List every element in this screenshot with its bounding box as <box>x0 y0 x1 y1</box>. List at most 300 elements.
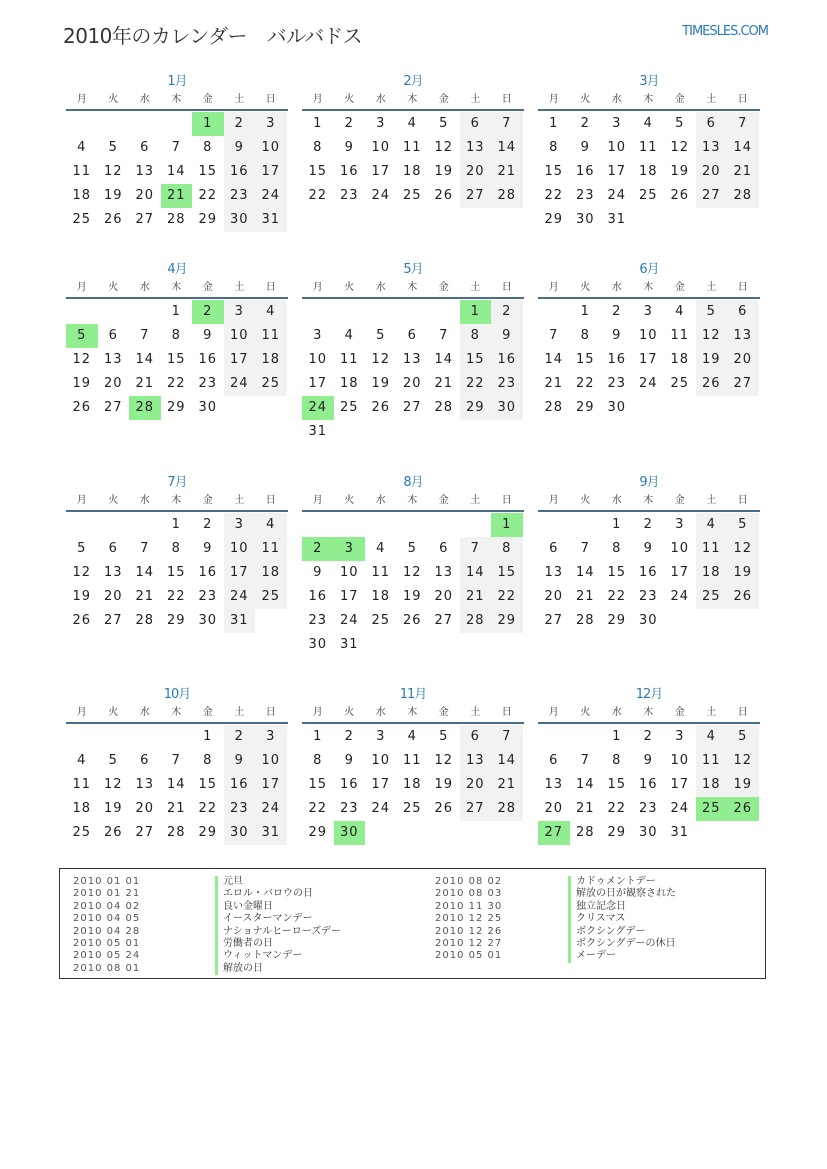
day-cell: 5 <box>77 541 87 556</box>
day-cell: 8 <box>491 537 523 561</box>
empty-cell <box>538 300 570 324</box>
day-cell: 27 <box>402 400 422 415</box>
day-cell: 3 <box>643 304 653 319</box>
weekday-label: 木 <box>643 495 654 506</box>
month-name: 11月 <box>399 687 427 702</box>
day-cell: 19 <box>402 589 422 604</box>
legend-dates-left <box>73 876 140 975</box>
day-cell: 29 <box>460 396 492 420</box>
weekday-label: 月 <box>76 707 87 718</box>
day-cell: 17 <box>224 348 256 372</box>
day-cell: 6 <box>140 753 150 768</box>
day-cell: 6 <box>108 541 118 556</box>
day-cell: 9 <box>344 140 354 155</box>
day-cell: 7 <box>171 140 181 155</box>
day-cell: 12 <box>371 352 391 367</box>
day-cell: 29 <box>575 400 595 415</box>
legend-names-right <box>568 876 676 963</box>
day-grid <box>302 299 524 444</box>
weekday-label: 金 <box>674 282 685 293</box>
day-cell: 9 <box>313 565 323 580</box>
day-grid <box>538 299 760 420</box>
weekday-label: 月 <box>76 94 87 105</box>
day-cell: 6 <box>549 753 559 768</box>
day-cell: 10 <box>255 749 287 773</box>
day-cell: 5 <box>108 753 118 768</box>
weekday-label: 木 <box>407 495 418 506</box>
legend-holiday-name: ボクシングデーの休日 <box>568 938 676 950</box>
weekday-label: 土 <box>706 495 717 506</box>
month-name: 10月 <box>163 687 191 702</box>
day-cell: 22 <box>308 801 328 816</box>
weekday-label: 日 <box>737 282 748 293</box>
holiday-day-cell: 24 <box>302 396 334 420</box>
month-block <box>302 686 524 845</box>
day-cell: 1 <box>171 304 181 319</box>
day-cell: 13 <box>544 565 564 580</box>
day-cell: 16 <box>198 352 218 367</box>
weekday-label: 火 <box>580 282 591 293</box>
day-cell: 31 <box>255 821 287 845</box>
weekday-label: 金 <box>674 495 685 506</box>
legend-date: 2010 04 05 <box>73 913 141 925</box>
day-cell: 17 <box>670 565 690 580</box>
day-cell: 7 <box>460 537 492 561</box>
day-cell: 2 <box>224 725 256 749</box>
month-name: 6月 <box>639 262 659 277</box>
weekday-label: 土 <box>470 707 481 718</box>
holiday-day-cell: 30 <box>334 821 366 845</box>
empty-cell <box>334 300 366 324</box>
weekday-label: 日 <box>737 94 748 105</box>
day-cell: 2 <box>643 517 653 532</box>
month-block <box>302 73 524 208</box>
weekday-label: 水 <box>139 495 150 506</box>
day-cell: 30 <box>198 400 218 415</box>
day-cell: 27 <box>434 613 454 628</box>
legend-date: 2010 05 24 <box>73 950 141 962</box>
day-cell: 6 <box>696 112 728 136</box>
legend-dates-right <box>435 876 502 963</box>
legend-holiday-name: 解放の日が観察された <box>568 888 676 900</box>
empty-cell <box>302 300 334 324</box>
day-cell: 9 <box>491 324 523 348</box>
day-cell: 11 <box>255 537 287 561</box>
legend-holiday-name: メーデー <box>568 950 676 962</box>
day-cell: 12 <box>402 565 422 580</box>
day-cell: 1 <box>171 517 181 532</box>
day-cell: 8 <box>313 753 323 768</box>
day-cell: 26 <box>670 188 690 203</box>
weekday-label: 金 <box>674 707 685 718</box>
day-cell: 21 <box>575 801 595 816</box>
day-cell: 29 <box>166 400 186 415</box>
empty-cell <box>98 725 130 749</box>
day-cell: 3 <box>612 116 622 131</box>
day-cell: 10 <box>308 352 328 367</box>
day-cell: 3 <box>255 725 287 749</box>
day-cell: 10 <box>607 140 627 155</box>
day-cell: 14 <box>575 777 595 792</box>
day-cell: 22 <box>166 589 186 604</box>
empty-cell <box>129 300 161 324</box>
day-cell: 29 <box>607 825 627 840</box>
day-cell: 7 <box>491 725 523 749</box>
day-cell: 15 <box>308 777 328 792</box>
weekday-label: 火 <box>580 94 591 105</box>
day-cell: 1 <box>313 729 323 744</box>
weekday-header <box>66 704 288 724</box>
weekday-label: 火 <box>344 707 355 718</box>
weekday-header <box>538 279 760 299</box>
month-name: 7月 <box>167 475 187 490</box>
day-cell: 19 <box>103 801 123 816</box>
day-cell: 5 <box>376 328 386 343</box>
day-cell: 5 <box>675 116 685 131</box>
day-cell: 25 <box>255 372 287 396</box>
empty-cell <box>129 513 161 537</box>
weekday-label: 水 <box>375 707 386 718</box>
day-cell: 6 <box>108 328 118 343</box>
day-cell: 2 <box>580 116 590 131</box>
day-cell: 4 <box>696 513 728 537</box>
weekday-label: 月 <box>312 94 323 105</box>
weekday-label: 木 <box>171 495 182 506</box>
day-grid <box>66 299 288 420</box>
legend-holiday-name: 元旦 <box>215 876 341 888</box>
day-cell: 20 <box>696 160 728 184</box>
day-cell: 18 <box>339 376 359 391</box>
legend-holiday-name: クリスマス <box>568 913 676 925</box>
day-cell: 28 <box>544 400 564 415</box>
weekday-label: 日 <box>265 94 276 105</box>
day-cell: 15 <box>308 164 328 179</box>
day-cell: 6 <box>460 112 492 136</box>
day-cell: 4 <box>77 140 87 155</box>
day-cell: 22 <box>460 372 492 396</box>
day-cell: 8 <box>460 324 492 348</box>
day-cell: 23 <box>198 589 218 604</box>
day-cell: 7 <box>140 541 150 556</box>
day-cell: 13 <box>460 136 492 160</box>
day-cell: 1 <box>313 116 323 131</box>
day-cell: 10 <box>339 565 359 580</box>
day-cell: 11 <box>339 352 359 367</box>
day-cell: 1 <box>580 304 590 319</box>
day-cell: 17 <box>607 164 627 179</box>
day-cell: 12 <box>727 537 759 561</box>
day-cell: 16 <box>198 565 218 580</box>
day-cell: 24 <box>607 188 627 203</box>
day-cell: 13 <box>696 136 728 160</box>
day-cell: 16 <box>339 777 359 792</box>
day-cell: 27 <box>544 613 564 628</box>
day-cell: 19 <box>434 164 454 179</box>
day-cell: 25 <box>371 613 391 628</box>
day-cell: 16 <box>339 164 359 179</box>
legend-holiday-name: カドゥメントデー <box>568 876 676 888</box>
day-cell: 4 <box>255 513 287 537</box>
weekday-label: 月 <box>312 282 323 293</box>
holiday-legend <box>59 868 766 979</box>
site-link[interactable]: TIMESLES.COM <box>682 24 768 39</box>
weekday-label: 火 <box>108 707 119 718</box>
month-block <box>66 474 288 633</box>
day-grid <box>66 724 288 845</box>
day-cell: 12 <box>434 753 454 768</box>
day-cell: 11 <box>72 164 92 179</box>
day-cell: 12 <box>434 140 454 155</box>
weekday-label: 火 <box>580 707 591 718</box>
weekday-label: 木 <box>171 282 182 293</box>
holiday-day-cell: 21 <box>161 184 193 208</box>
month-block <box>66 73 288 232</box>
day-cell: 1 <box>612 517 622 532</box>
day-cell: 18 <box>696 561 728 585</box>
day-cell: 6 <box>140 140 150 155</box>
legend-holiday-name: ナショナルヒーローズデー <box>215 926 341 938</box>
day-cell: 23 <box>638 589 658 604</box>
day-cell: 29 <box>308 825 328 840</box>
day-cell: 9 <box>643 753 653 768</box>
day-cell: 23 <box>224 797 256 821</box>
holiday-day-cell: 2 <box>302 537 334 561</box>
day-cell: 14 <box>460 561 492 585</box>
weekday-label: 日 <box>737 495 748 506</box>
weekday-label: 火 <box>344 495 355 506</box>
weekday-header <box>302 91 524 111</box>
weekday-header <box>538 704 760 724</box>
day-cell: 22 <box>198 801 218 816</box>
page-title: 2010年のカレンダー バルバドス <box>63 24 363 48</box>
day-cell: 4 <box>643 116 653 131</box>
weekday-label: 金 <box>438 707 449 718</box>
day-cell: 28 <box>491 184 523 208</box>
day-cell: 21 <box>135 589 155 604</box>
day-cell: 19 <box>103 188 123 203</box>
legend-date: 2010 01 01 <box>73 876 141 887</box>
month-block <box>538 686 760 845</box>
day-cell: 15 <box>607 777 627 792</box>
day-cell: 13 <box>135 777 155 792</box>
weekday-label: 水 <box>611 707 622 718</box>
day-cell: 15 <box>544 164 564 179</box>
month-name: 3月 <box>639 74 659 89</box>
month-block <box>538 73 760 232</box>
day-cell: 1 <box>612 729 622 744</box>
day-cell: 13 <box>402 352 422 367</box>
day-cell: 19 <box>670 164 690 179</box>
day-cell: 17 <box>308 376 328 391</box>
day-cell: 25 <box>402 188 422 203</box>
weekday-label: 木 <box>171 94 182 105</box>
day-cell: 11 <box>696 537 728 561</box>
day-cell: 26 <box>103 212 123 227</box>
day-cell: 8 <box>171 541 181 556</box>
day-cell: 25 <box>72 825 92 840</box>
weekday-label: 金 <box>202 94 213 105</box>
day-cell: 9 <box>224 136 256 160</box>
day-cell: 15 <box>575 352 595 367</box>
day-cell: 28 <box>434 400 454 415</box>
day-cell: 11 <box>638 140 658 155</box>
day-cell: 31 <box>339 637 359 652</box>
weekday-label: 水 <box>375 282 386 293</box>
weekday-header <box>302 279 524 299</box>
day-cell: 17 <box>255 160 287 184</box>
weekday-label: 土 <box>234 94 245 105</box>
weekday-label: 木 <box>407 94 418 105</box>
day-grid <box>538 724 760 845</box>
day-cell: 14 <box>491 749 523 773</box>
day-cell: 5 <box>407 541 417 556</box>
day-cell: 27 <box>103 400 123 415</box>
day-cell: 3 <box>313 328 323 343</box>
day-cell: 21 <box>491 160 523 184</box>
day-cell: 27 <box>103 613 123 628</box>
holiday-day-cell: 27 <box>538 821 570 845</box>
day-cell: 7 <box>140 328 150 343</box>
weekday-label: 土 <box>470 282 481 293</box>
day-cell: 11 <box>402 753 422 768</box>
day-cell: 2 <box>203 517 213 532</box>
day-cell: 24 <box>255 797 287 821</box>
day-cell: 24 <box>371 801 391 816</box>
legend-date: 2010 12 27 <box>435 937 503 949</box>
day-cell: 13 <box>103 352 123 367</box>
weekday-label: 火 <box>108 282 119 293</box>
day-cell: 25 <box>255 585 287 609</box>
day-cell: 7 <box>439 328 449 343</box>
day-cell: 26 <box>434 801 454 816</box>
weekday-header <box>302 492 524 512</box>
weekday-label: 日 <box>501 94 512 105</box>
day-cell: 18 <box>255 561 287 585</box>
weekday-label: 日 <box>265 282 276 293</box>
day-cell: 30 <box>224 821 256 845</box>
day-cell: 26 <box>72 613 92 628</box>
day-cell: 3 <box>376 729 386 744</box>
day-cell: 22 <box>544 188 564 203</box>
empty-cell <box>98 300 130 324</box>
day-cell: 14 <box>491 136 523 160</box>
day-cell: 22 <box>166 376 186 391</box>
weekday-label: 月 <box>76 495 87 506</box>
day-cell: 11 <box>402 140 422 155</box>
day-cell: 25 <box>670 376 690 391</box>
legend-date: 2010 01 21 <box>73 888 141 900</box>
day-cell: 25 <box>72 212 92 227</box>
holiday-day-cell: 2 <box>192 300 224 324</box>
day-cell: 20 <box>135 188 155 203</box>
day-cell: 9 <box>203 328 213 343</box>
day-cell: 3 <box>224 513 256 537</box>
day-cell: 29 <box>166 613 186 628</box>
day-cell: 17 <box>339 589 359 604</box>
day-cell: 7 <box>171 753 181 768</box>
weekday-label: 木 <box>643 707 654 718</box>
legend-date: 2010 05 01 <box>73 937 141 949</box>
day-cell: 13 <box>103 565 123 580</box>
month-name: 9月 <box>639 475 659 490</box>
day-cell: 3 <box>675 729 685 744</box>
empty-cell <box>334 513 366 537</box>
empty-cell <box>397 300 429 324</box>
day-cell: 10 <box>255 136 287 160</box>
day-cell: 26 <box>696 372 728 396</box>
day-cell: 16 <box>575 164 595 179</box>
day-cell: 5 <box>696 300 728 324</box>
day-cell: 5 <box>108 140 118 155</box>
weekday-header <box>302 704 524 724</box>
day-cell: 21 <box>434 376 454 391</box>
legend-date: 2010 08 02 <box>435 876 503 887</box>
weekday-label: 金 <box>202 707 213 718</box>
day-cell: 27 <box>460 797 492 821</box>
day-cell: 15 <box>460 348 492 372</box>
day-cell: 20 <box>460 160 492 184</box>
weekday-label: 水 <box>139 707 150 718</box>
day-cell: 22 <box>575 376 595 391</box>
day-cell: 21 <box>491 773 523 797</box>
day-cell: 18 <box>72 801 92 816</box>
empty-cell <box>98 112 130 136</box>
day-cell: 29 <box>198 825 218 840</box>
holiday-day-cell: 1 <box>192 112 224 136</box>
weekday-label: 金 <box>674 94 685 105</box>
day-cell: 4 <box>696 725 728 749</box>
day-cell: 25 <box>402 801 422 816</box>
legend-date: 2010 12 26 <box>435 925 503 937</box>
legend-holiday-name: 良い金曜日 <box>215 901 341 913</box>
day-cell: 3 <box>675 517 685 532</box>
day-cell: 20 <box>103 589 123 604</box>
day-cell: 18 <box>72 188 92 203</box>
day-cell: 19 <box>727 773 759 797</box>
day-cell: 29 <box>491 609 523 633</box>
day-cell: 5 <box>439 729 449 744</box>
holiday-day-cell: 1 <box>491 513 523 537</box>
day-cell: 7 <box>549 328 559 343</box>
weekday-label: 木 <box>171 707 182 718</box>
day-cell: 28 <box>727 184 759 208</box>
day-cell: 12 <box>696 324 728 348</box>
day-cell: 29 <box>198 212 218 227</box>
weekday-header <box>538 492 760 512</box>
day-cell: 26 <box>727 585 759 609</box>
day-cell: 12 <box>727 749 759 773</box>
day-cell: 16 <box>638 777 658 792</box>
day-cell: 9 <box>643 541 653 556</box>
day-cell: 19 <box>72 376 92 391</box>
day-cell: 25 <box>339 400 359 415</box>
day-cell: 21 <box>727 160 759 184</box>
weekday-header <box>66 492 288 512</box>
day-cell: 17 <box>224 561 256 585</box>
day-grid <box>302 724 524 845</box>
day-cell: 14 <box>135 565 155 580</box>
weekday-label: 土 <box>706 94 717 105</box>
day-cell: 12 <box>103 777 123 792</box>
empty-cell <box>129 725 161 749</box>
day-cell: 18 <box>402 777 422 792</box>
day-cell: 30 <box>638 613 658 628</box>
holiday-day-cell: 5 <box>66 324 98 348</box>
weekday-label: 日 <box>501 707 512 718</box>
holiday-day-cell: 28 <box>129 396 161 420</box>
month-block <box>302 261 524 444</box>
day-cell: 4 <box>407 116 417 131</box>
